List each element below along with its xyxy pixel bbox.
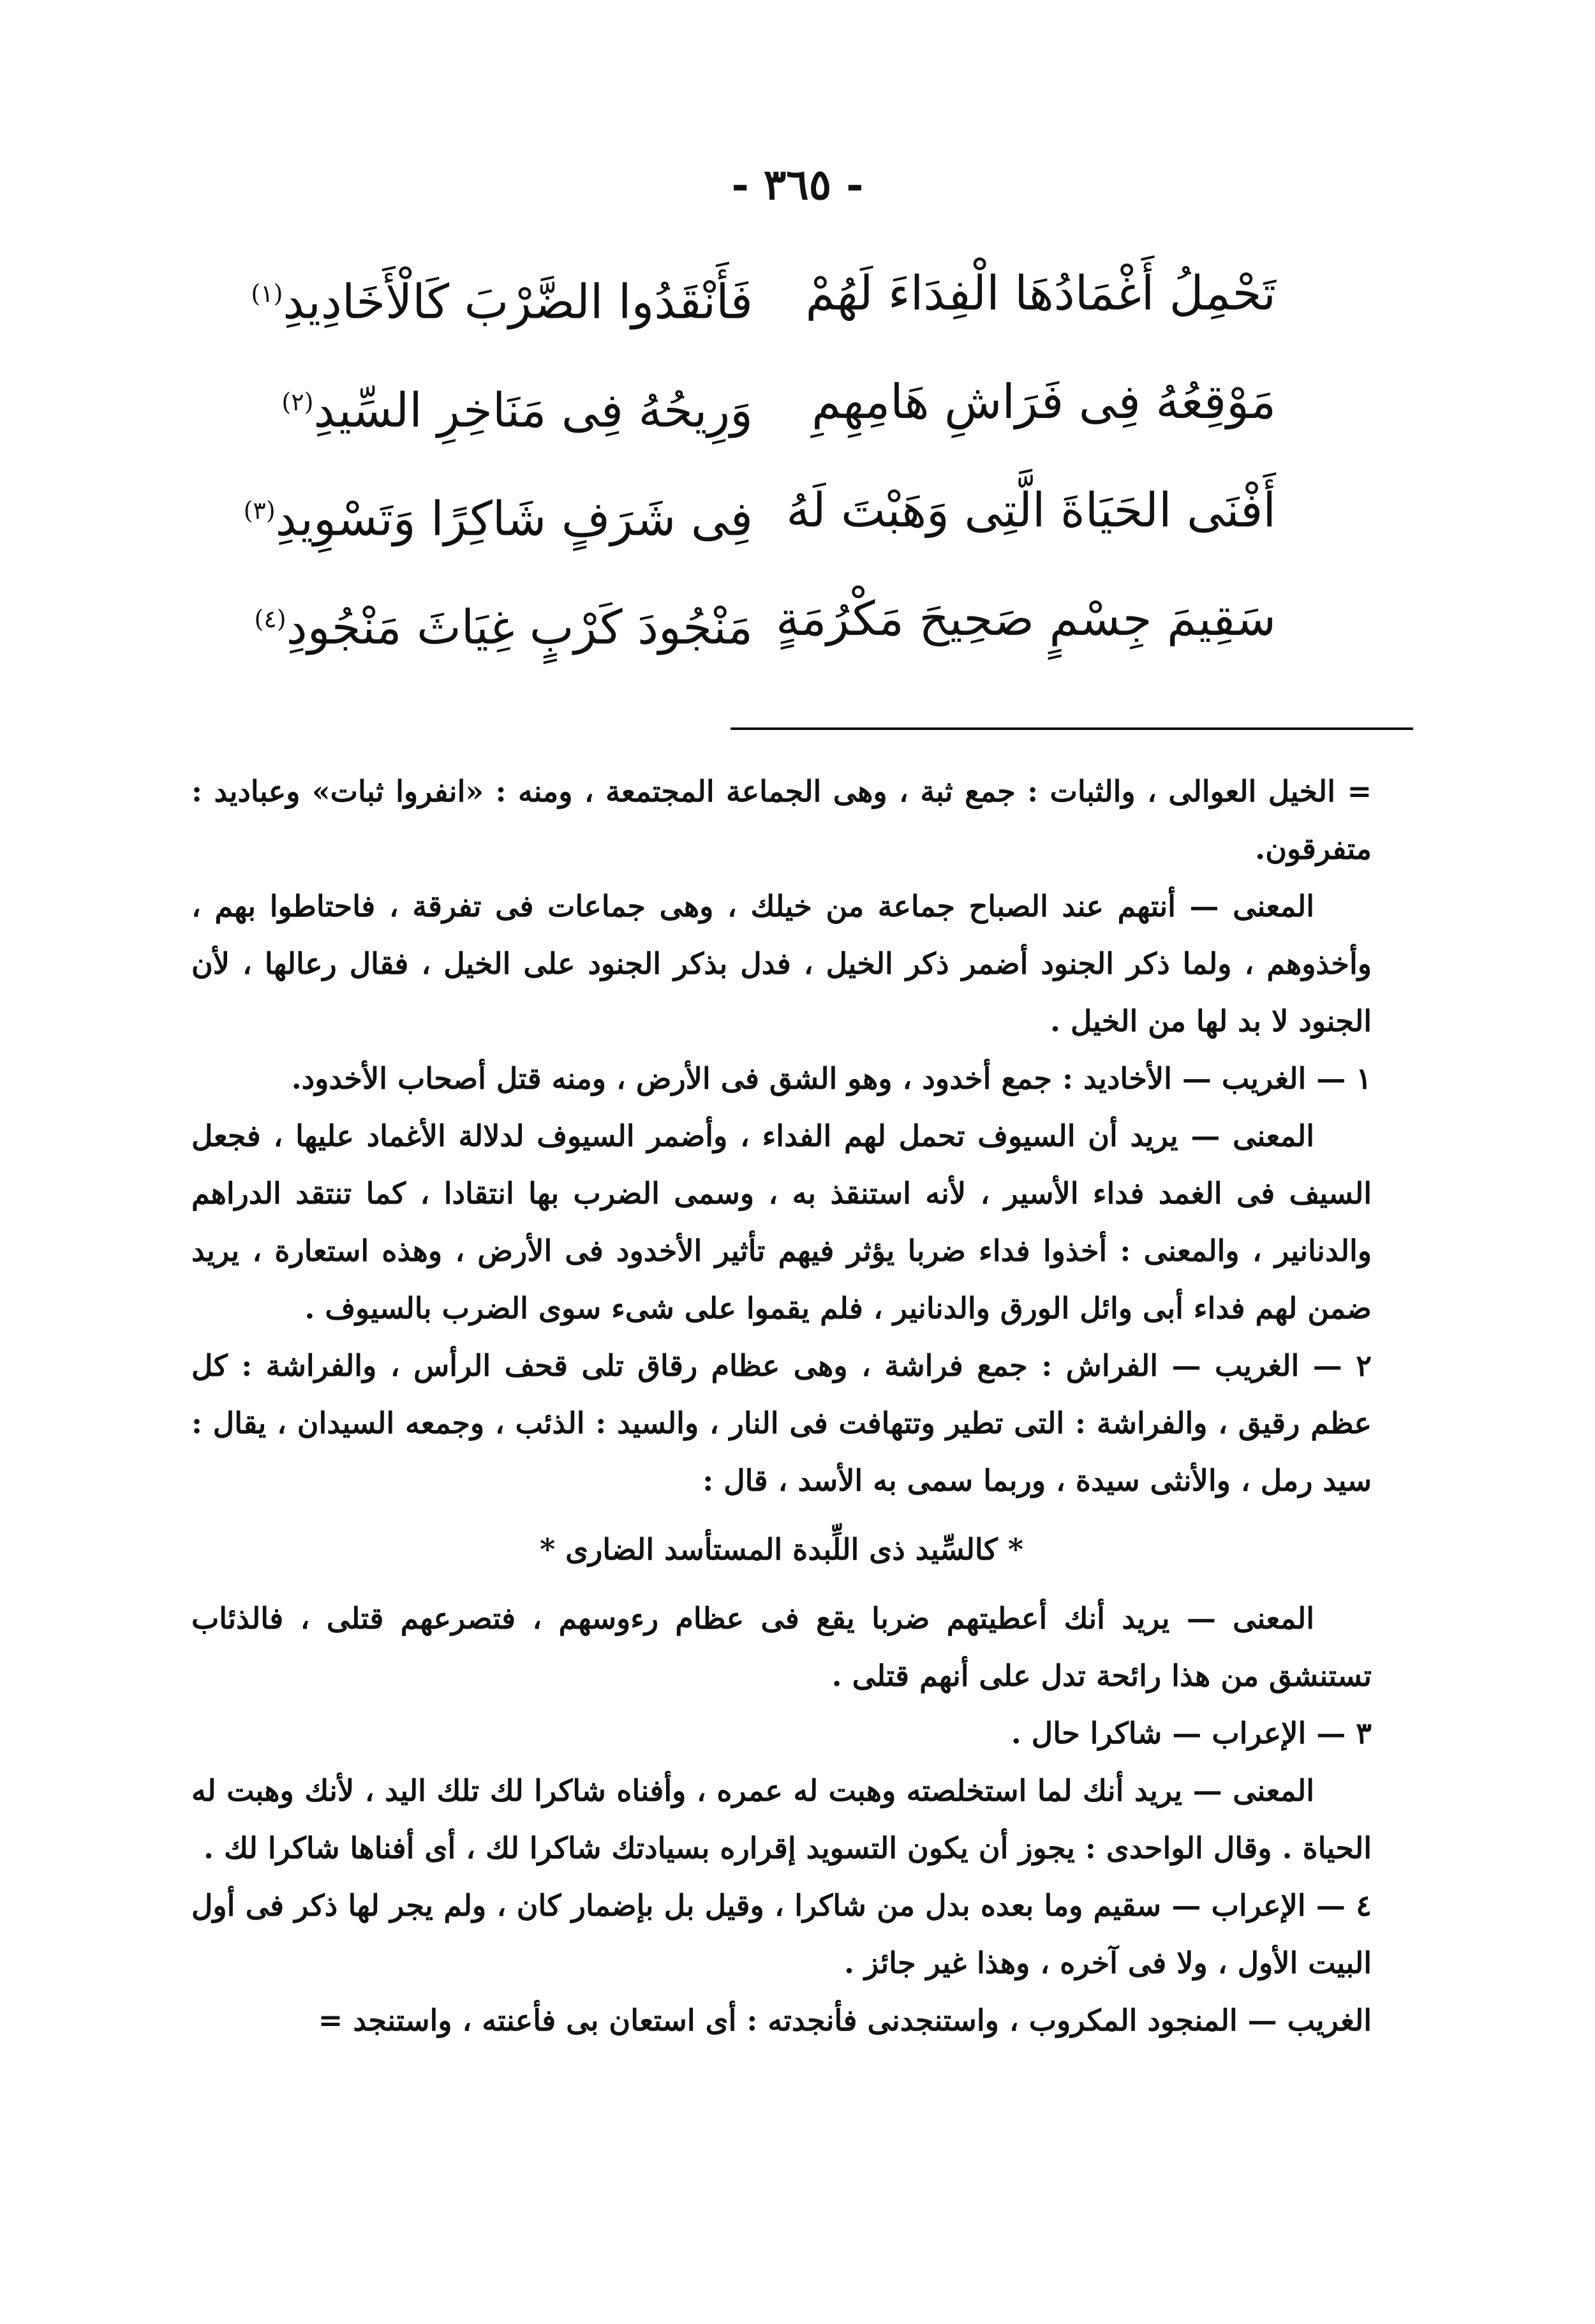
verse-second-hemistich: فَأَنْقَدُوا الضَّرْبَ كَالْأَخَادِيدِ$^{(١)}$: [251, 274, 753, 330]
commentary-paragraph: المعنى — يريد أنك أعطيتهم ضربا يقع فى عظام رءوسهم ، فتصرعهم قتلى ، فالذئاب تستنشق من هذا رائحة تدل على أنهم قتلى .: [191, 1601, 1372, 1693]
footnote-marker: (٢): [281, 388, 314, 416]
verse-first-hemistich: تَحْمِلُ أَغْمَادُهَا الْفِدَاءَ لَهُمْ: [805, 266, 1276, 321]
commentary: [191, 763, 1372, 2049]
verse-first-hemistich: أَفْنَى الحَيَاةَ الَّتِى وَهَبْتَ لَهُ: [786, 483, 1276, 538]
verse: [254, 581, 1276, 689]
commentary-paragraph: المعنى — يريد أنك لما استخلصته وهبت له عمره ، وأفناه شاكرا لك تلك اليد ، لأنك وهبت له الحياة . وقال الواحدى : يجوز أن يكون التسويد إقراره بسيادتك شاكرا لك ، أى أفناها شاكرا لك .: [191, 1773, 1372, 1865]
commentary-paragraph: ١ — الغريب — الأخاديد : جمع أخدود ، وهو الشق فى الأرض ، ومنه قتل أصحاب الأخدود.: [291, 1061, 1372, 1096]
quoted-verse: * كالسِّيد ذى اللِّبدة المستأسد الضارى *: [540, 1532, 1023, 1567]
footnote-marker: (١): [251, 279, 283, 308]
poem: [243, 255, 1276, 689]
verse: [251, 255, 1276, 364]
verse-first-hemistich: مَوْقِعُهُ فِى فَرَاشِ هَامِهِمِ: [812, 375, 1276, 429]
verse: [268, 364, 1276, 472]
footnote-marker: (٣): [243, 496, 276, 525]
commentary-paragraph: ٢ — الغريب — الفراش : جمع فراشة ، وهى عظام رقاق تلى قحف الرأس ، والفراشة : كل عظم رقيق ، والفراشة : التى تطير وتتهافت فى النار ، والسيد : الذئب ، وجمعه السيدان ، يقال : سيد رمل ، والأنثى سيدة ، وربما سمى به الأسد ، قال :: [191, 1348, 1372, 1498]
verse-second-hemistich: مَنْجُودَ كَرْبٍ غِيَاثَ مَنْجُودِ$^{(٤)}$: [254, 600, 753, 655]
page-number: - ٣٦٥ -: [731, 160, 864, 209]
commentary-paragraph: الغريب — المنجود المكروب ، واستنجدنى فأنجدته : أى استعان بى فأعنته ، واستنجد =: [318, 2003, 1372, 2037]
separator-rule: [731, 727, 1413, 730]
commentary-paragraph: = الخيل العوالى ، والثبات : جمع ثبة ، وهى الجماعة المجتمعة ، ومنه : «انفروا ثبات» وعباديد : متفرقون.: [191, 774, 1372, 866]
verse-first-hemistich: سَقِيمَ جِسْمٍ صَحِيحَ مَكْرُمَةٍ: [776, 592, 1276, 646]
footnote-marker: (٤): [254, 605, 286, 633]
commentary-paragraph: ٤ — الإعراب — سقيم وما بعده بدل من شاكرا ، وقيل بل بإضمار كان ، ولم يجر لها ذكر فى أول البيت الأول ، ولا فى آخره ، وهذا غير جائز .: [191, 1888, 1372, 1980]
commentary-paragraph: المعنى — أنتهم عند الصباح جماعة من خيلك ، وهى جماعات فى تفرقة ، فاحتاطوا بهم ، وأخذوهم ، ولما ذكر الجنود أضمر ذكر الخيل ، فدل بذكر الجنود على الخيل ، فقال رعالها ، لأن الجنود لا بد لها من الخيل .: [191, 889, 1372, 1038]
commentary-paragraph: ٣ — الإعراب — شاكرا حال .: [1011, 1716, 1372, 1750]
verse: [243, 472, 1276, 581]
verse-second-hemistich: فِى شَرَفٍ شَاكِرًا وَتَسْوِيدِ$^{(٣)}$: [243, 491, 753, 547]
commentary-paragraph: المعنى — يريد أن السيوف تحمل لهم الفداء ، وأضمر السيوف لدلالة الأغماد عليها ، فجعل السيف فى الغمد فداء الأسير ، لأنه استنقذ به ، وسمى الضرب بها انتقادا ، كما تنتقد الدراهم والدنانير ، والمعنى : أخذوا فداء ضربا يؤثر فيهم تأثير الأخدود فى الأرض ، وهذه استعارة ، يريد ضمن لهم فداء أبى وائل الورق والدنانير ، فلم يقموا على شىء سوى الضرب بالسيوف .: [191, 1119, 1372, 1325]
verse-second-hemistich: وَرِيحُهُ فِى مَنَاخِرِ السِّيدِ$^{(٢)}$: [281, 383, 753, 438]
